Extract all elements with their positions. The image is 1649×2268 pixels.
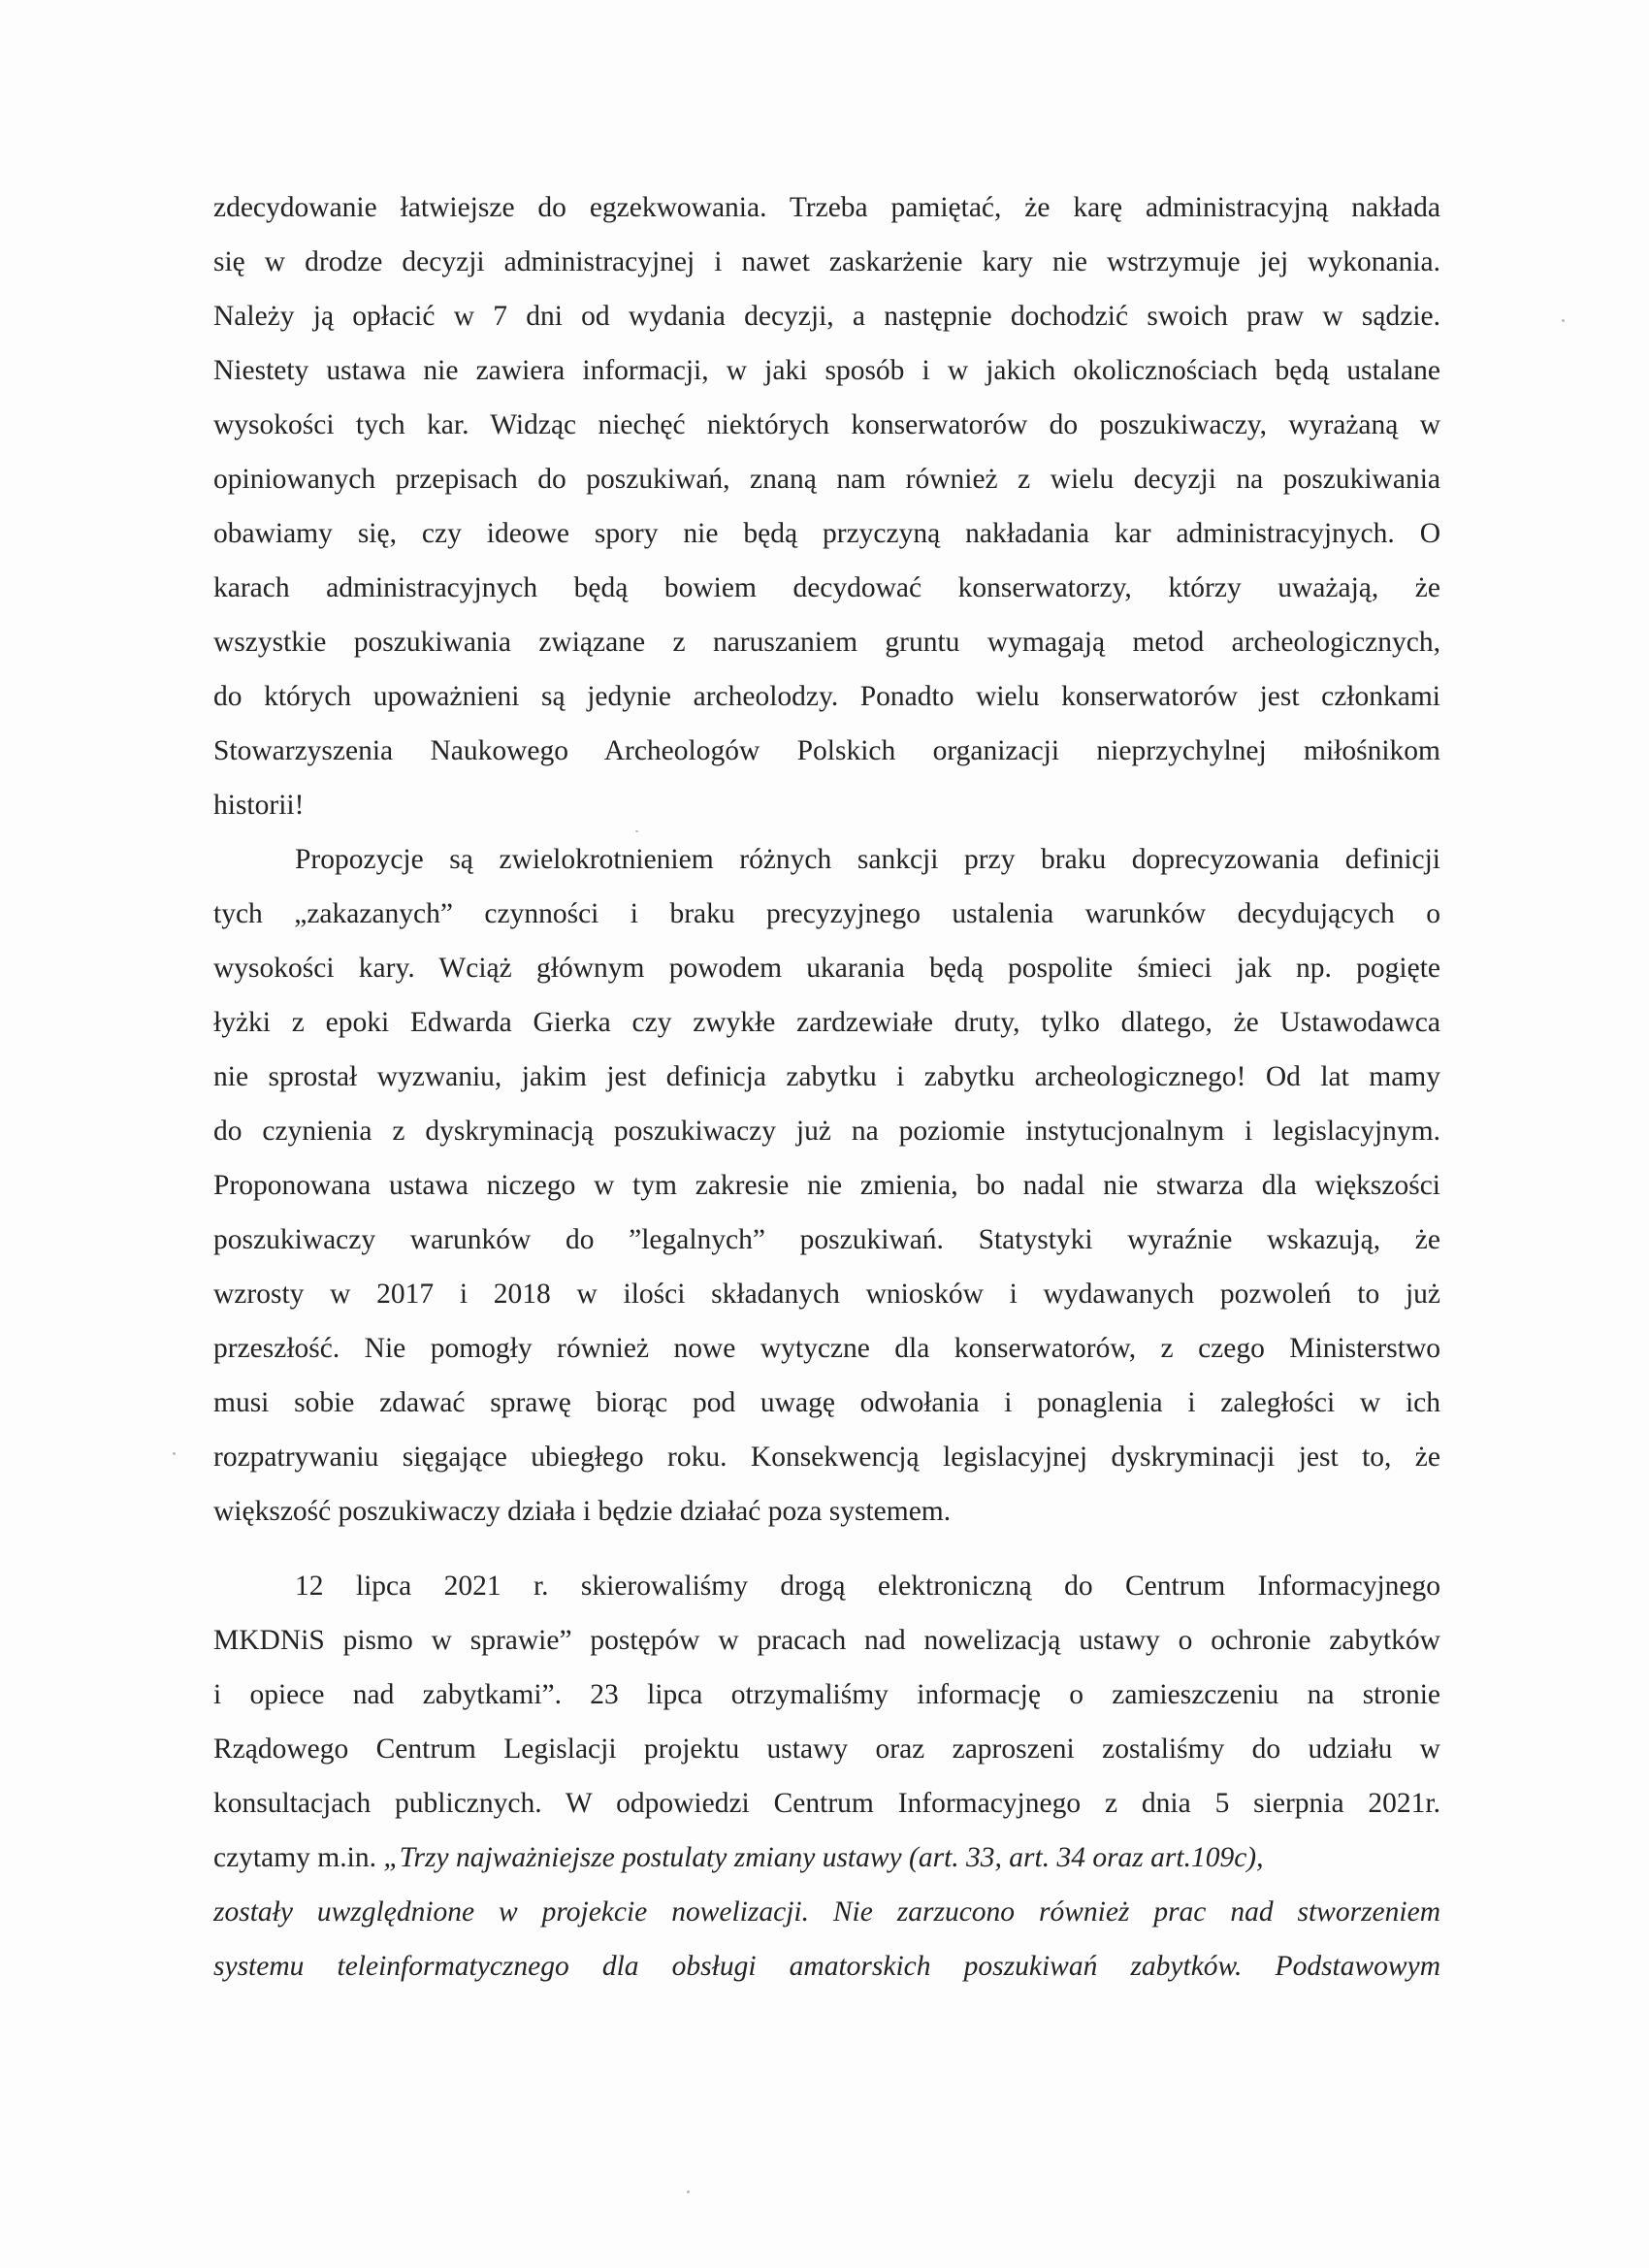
text-line: przeszłość. Nie pomogły również nowe wytyczne dla konserwatorów, z czego Ministerstwo xyxy=(213,1333,1440,1364)
text-line: większość poszukiwaczy działa i będzie działać poza systemem. xyxy=(213,1496,952,1527)
text-line: wszystkie poszukiwania związane z naruszaniem gruntu wymagają metod archeologicznych, xyxy=(213,627,1440,658)
text-line: Należy ją opłacić w 7 dni od wydania decyzji, a następnie dochodzić swoich praw w sądzie. xyxy=(213,301,1440,332)
paragraph-proposals xyxy=(213,832,1440,1539)
text-line: tych „zakazanych” czynności i braku precyzyjnego ustalenia warunków decydujących o xyxy=(213,898,1440,929)
text-run: czytamy m.in. xyxy=(213,1842,384,1873)
text-line: obawiamy się, czy ideowe spory nie będą przyczyną nakładania kar administracyjnych. O xyxy=(213,518,1440,549)
text-line: 12 lipca 2021 r. skierowaliśmy drogą elektroniczną do Centrum Informacyjnego xyxy=(295,1571,1440,1602)
text-line: do czynienia z dyskryminacją poszukiwaczy już na poziomie instytucjonalnym i legislacyjnym. xyxy=(213,1116,1440,1147)
text-line: Rządowego Centrum Legislacji projektu ustawy oraz zaproszeni zostaliśmy do udziału w xyxy=(213,1733,1440,1765)
text-line: MKDNiS pismo w sprawie” postępów w pracach nad nowelizacją ustawy o ochronie zabytków xyxy=(213,1625,1440,1656)
quote-line: systemu teleinformatycznego dla obsługi amatorskich poszukiwań zabytków. Podstawowym xyxy=(213,1951,1440,1982)
text-line: wysokości tych kar. Widząc niechęć niektórych konserwatorów do poszukiwaczy, wyrażaną w xyxy=(213,409,1440,440)
text-line: poszukiwaczy warunków do ”legalnych” poszukiwań. Statystyki wyraźnie wskazują, że xyxy=(213,1224,1440,1255)
scan-speck xyxy=(1562,319,1565,322)
text-line: się w drodze decyzji administracyjnej i nawet zaskarżenie kary nie wstrzymuje jej wykonania. xyxy=(213,246,1440,277)
text-line: karach administracyjnych będą bowiem decydować konserwatorzy, którzy uważają, że xyxy=(213,572,1440,603)
scan-speck xyxy=(687,2190,690,2193)
quote-text: „Trzy najważniejsze postulaty zmiany ustawy (art. 33, art. 34 oraz art.109c), xyxy=(383,1842,1264,1873)
text-line: zdecydowanie łatwiejsze do egzekwowania. Trzeba pamiętać, że karę administracyjną nakłada xyxy=(213,192,1440,223)
text-line: rozpatrywaniu sięgające ubiegłego roku. Konsekwencją legislacyjnej dyskryminacji jest to, że xyxy=(213,1442,1440,1473)
text-line: historii! xyxy=(213,790,305,821)
paragraph-penalties xyxy=(213,180,1440,832)
quote-line: zostały uwzględnione w projekcie nowelizacji. Nie zarzucono również prac nad stworzeniem xyxy=(213,1896,1440,1928)
text-line: Proponowana ustawa niczego w tym zakresie nie zmienia, bo nadal nie stwarza dla większości xyxy=(213,1170,1440,1201)
text-line: wysokości kary. Wciąż głównym powodem ukarania będą pospolite śmieci jak np. pogięte xyxy=(213,953,1440,984)
text-line: i opiece nad zabytkami”. 23 lipca otrzymaliśmy informację o zamieszczeniu na stronie xyxy=(213,1679,1440,1710)
text-line: łyżki z epoki Edwarda Gierka czy zwykłe zardzewiałe druty, tylko dlatego, że Ustawodawca xyxy=(213,1007,1440,1038)
text-line: Propozycje są zwielokrotnieniem różnych sankcji przy braku doprecyzowania definicji xyxy=(295,844,1440,875)
paragraph-correspondence xyxy=(213,1559,1440,1993)
text-line: nie sprostał wyzwaniu, jakim jest definicja zabytku i zabytku archeologicznego! Od lat mamy xyxy=(213,1061,1440,1092)
text-line: opiniowanych przepisach do poszukiwań, znaną nam również z wielu decyzji na poszukiwania xyxy=(213,464,1440,495)
text-line: wzrosty w 2017 i 2018 w ilości składanych wniosków i wydawanych pozwoleń to już xyxy=(213,1279,1440,1310)
text-line: musi sobie zdawać sprawę biorąc pod uwagę odwołania i ponaglenia i zaległości w ich xyxy=(213,1387,1440,1418)
text-line: do których upoważnieni są jedynie archeolodzy. Ponadto wielu konserwatorów jest członkami xyxy=(213,681,1440,712)
text-line xyxy=(213,1831,1440,1885)
scan-speck xyxy=(173,1452,176,1455)
text-line: Stowarzyszenia Naukowego Archeologów Polskich organizacji nieprzychylnej miłośnikom xyxy=(213,735,1440,766)
text-line: Niestety ustawa nie zawiera informacji, w jaki sposób i w jakich okolicznościach będą ustalane xyxy=(213,355,1440,386)
text-line: konsultacjach publicznych. W odpowiedzi Centrum Informacyjnego z dnia 5 sierpnia 2021r. xyxy=(213,1788,1440,1819)
